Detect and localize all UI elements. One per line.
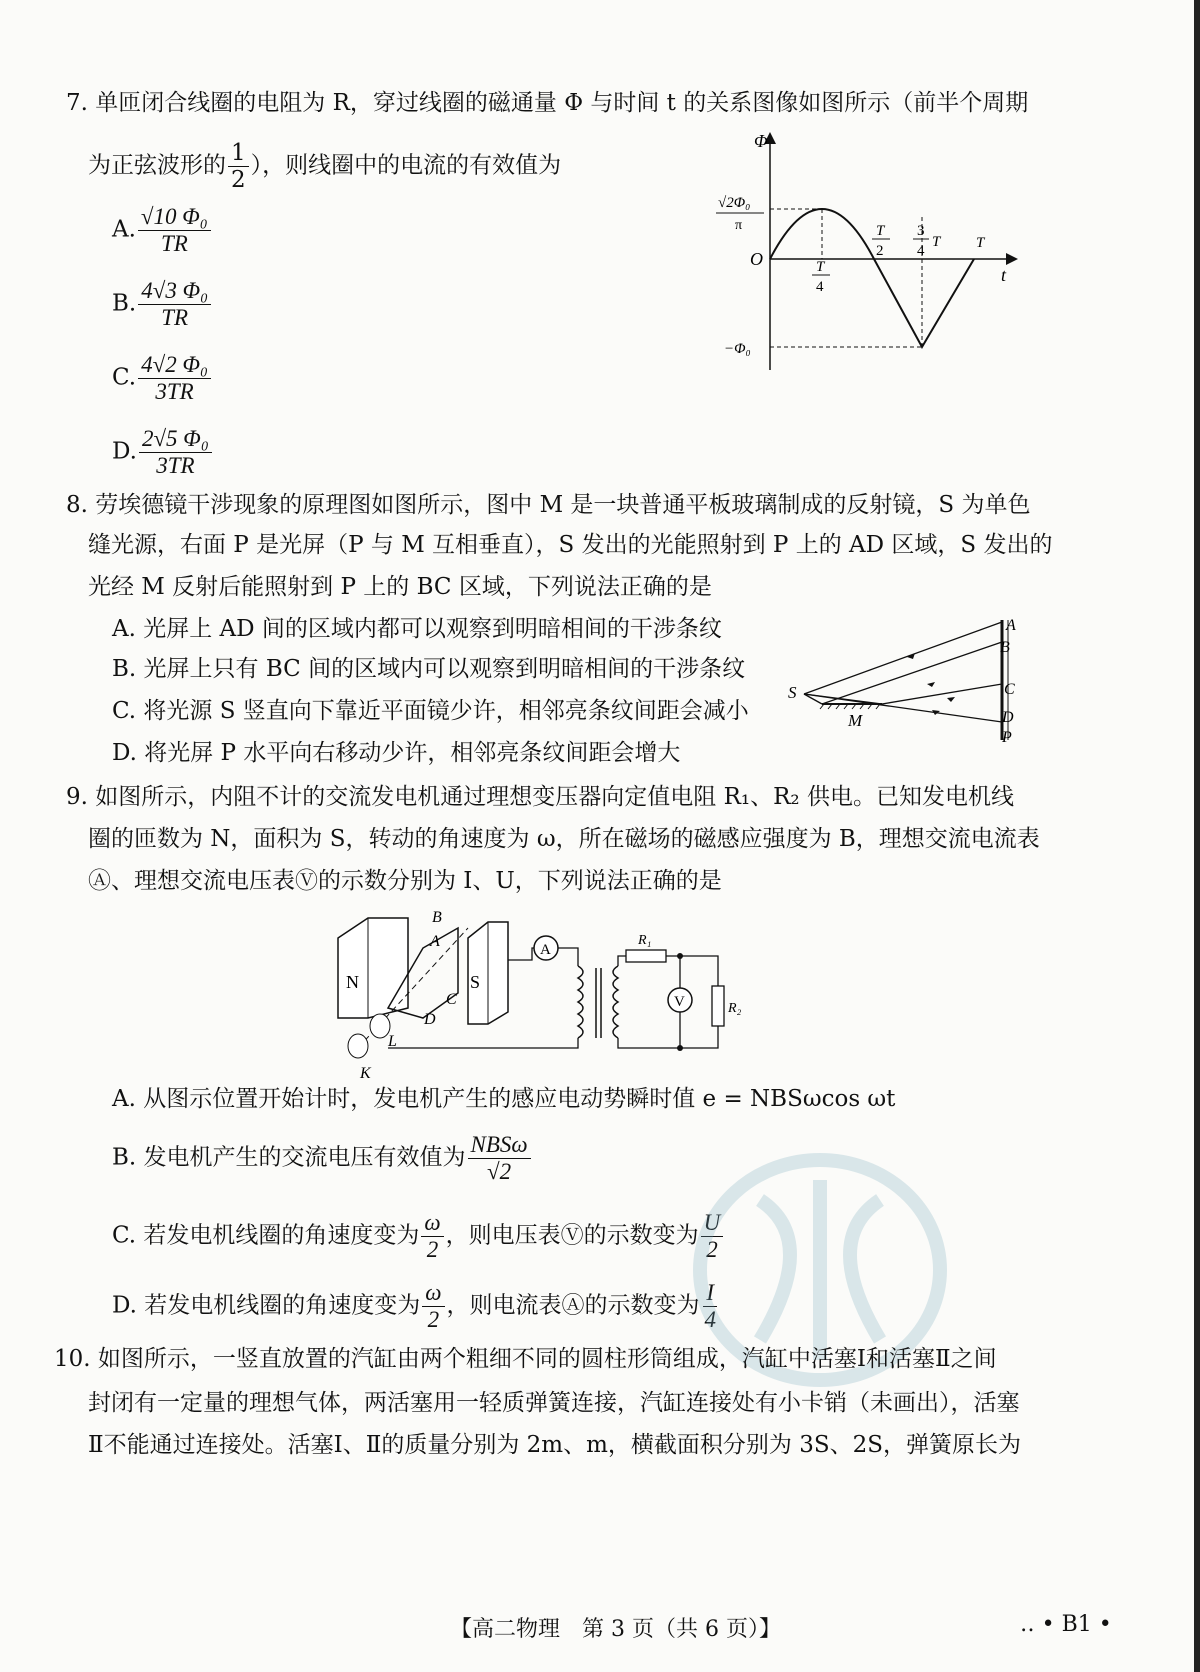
- q9-label-R1: R₁: [638, 933, 652, 948]
- q8-ray-to-A: [804, 622, 1002, 694]
- q8-label-A: A: [1006, 617, 1016, 634]
- q8-ray-to-B: [822, 642, 1002, 704]
- q9-wire-to-primary: [558, 948, 578, 966]
- q8-stem-line3: 光经 M 反射后能照射到 P 上的 BC 区域，下列说法正确的是: [88, 574, 712, 600]
- q7-origin-label: O: [750, 249, 763, 269]
- q8-label-S: S: [788, 683, 797, 702]
- q9-option-a[interactable]: A. 从图示位置开始计时，发电机产生的感应电动势瞬时值 e = NBSωcos ωt: [112, 1086, 896, 1112]
- q9-slip-ring-l: [370, 1014, 390, 1038]
- q7-t4-num: T: [816, 259, 825, 275]
- q8-stem-line1: 8. 劳埃德镜干涉现象的原理图如图所示，图中 M 是一块普通平板玻璃制成的反射镜，S 为单色: [66, 492, 1031, 518]
- q8-stem-line2: 缝光源，右面 P 是光屏（P 与 M 互相垂直），S 发出的光能照射到 P 上的 AD 区域，S 发出的: [88, 532, 1053, 558]
- q8-option-c[interactable]: C. 将光源 S 竖直向下靠近平面镜少许，相邻亮条纹间距会减小: [112, 698, 749, 724]
- q7-y-label: Φ: [754, 131, 768, 151]
- q9-label-L: L: [388, 1033, 397, 1050]
- q7-option-a[interactable]: A. $\frac{\text{√10 Φ₀}}{TR}$: [112, 204, 213, 257]
- q7-flux-time-graph: [710, 125, 1030, 380]
- q7-t2-den: 2: [876, 243, 884, 259]
- q9-option-c[interactable]: C. 若发电机线圈的角速度变为 $\frac{\omega}{2}$ ，则电压表Ⓥ的示数变为 $\frac{U}{2}$: [112, 1210, 725, 1263]
- q10-stem-line1: 10. 如图所示，一竖直放置的汽缸由两个粗细不同的圆柱形筒组成，汽缸中活塞Ⅰ和活塞Ⅱ之间: [54, 1346, 997, 1372]
- q9-secondary-coil: [613, 966, 618, 1038]
- q7-option-b[interactable]: B. $\frac{\text{4√3 Φ₀}}{TR}$: [112, 278, 213, 331]
- q9-stem-line3: Ⓐ、理想交流电压表Ⓥ的示数分别为 I、U，下列说法正确的是: [88, 868, 722, 894]
- q9-secondary-top-wire: [618, 956, 626, 966]
- q7-peak-den: π: [735, 218, 743, 233]
- q9-wire-bottom: [388, 1038, 578, 1048]
- q9-label-A: A: [430, 933, 440, 950]
- q9-secondary-bottom-wire: [618, 1026, 718, 1048]
- q9-stem-line2: 圈的匝数为 N，面积为 S，转动的角速度为 ω，所在磁场的磁感应强度为 B，理想交流电流表: [88, 826, 1040, 852]
- q8-option-d[interactable]: D. 将光屏 P 水平向右移动少许，相邻亮条纹间距会增大: [112, 740, 681, 766]
- q9-stem-line1: 9. 如图所示，内阻不计的交流发电机通过理想变压器向定值电阻 R₁、R₂ 供电。已知发电机线: [66, 784, 1014, 810]
- q9-label-N: N: [346, 972, 359, 992]
- q7-x-label: t: [1001, 265, 1007, 285]
- q8-ray-to-C: [882, 684, 1002, 704]
- q9-wire-r1-r2: [666, 956, 718, 986]
- q9-option-b[interactable]: B. 发电机产生的交流电压有效值为 $\frac{\text{NBSω}}{√2}$: [112, 1132, 533, 1185]
- q8-ray-to-mirror-right: [804, 694, 882, 704]
- q8-label-M: M: [848, 711, 863, 730]
- q7-stem-line1: 7. 单匝闭合线圈的电阻为 R，穿过线圈的磁通量 Φ 与时间 t 的关系图像如图所示（前半个周期: [66, 90, 1029, 116]
- q9-label-K: K: [360, 1065, 371, 1082]
- q7-t34-den: 4: [917, 243, 925, 259]
- q7-neg-label: −Φ₀: [724, 341, 751, 357]
- q8-label-B: B: [1000, 639, 1010, 656]
- q8-option-a[interactable]: A. 光屏上 AD 间的区域内都可以观察到明暗相间的干涉条纹: [112, 616, 722, 642]
- q9-resistor-r2: [712, 986, 724, 1026]
- q9-node-top: [677, 953, 683, 959]
- q9-resistor-r1: [626, 950, 666, 962]
- q7-option-d[interactable]: D. $\frac{\text{2√5 Φ₀}}{3TR}$: [112, 426, 214, 479]
- q9-generator-transformer-circuit: [328, 908, 742, 1083]
- q10-stem-line2: 封闭有一定量的理想气体，两活塞用一轻质弹簧连接，汽缸连接处有小卡销（未画出），活塞: [88, 1390, 1020, 1416]
- q8-option-b[interactable]: B. 光屏上只有 BC 间的区域内可以观察到明暗相间的干涉条纹: [112, 656, 746, 682]
- q9-ammeter-label: A: [540, 942, 551, 958]
- q9-wire-top: [508, 948, 534, 960]
- q7-t34-T: T: [932, 234, 941, 250]
- q9-label-B: B: [432, 909, 442, 926]
- q9-label-D: D: [424, 1011, 436, 1028]
- q9-label-S: S: [470, 972, 481, 992]
- q7-t34-num: 3: [917, 223, 925, 239]
- q8-label-P: P: [1002, 729, 1012, 746]
- q7-option-c[interactable]: C. $\frac{\text{4√2 Φ₀}}{3TR}$: [112, 352, 213, 405]
- q7-peak-num: √2Φ₀: [718, 195, 751, 211]
- q7-stem-line2: 为正弦波形的 $\frac{1}{2}$ ），则线圈中的电流的有效值为: [88, 140, 562, 193]
- page-edge-border: [1194, 0, 1200, 1672]
- q9-option-d[interactable]: D. 若发电机线圈的角速度变为 $\frac{\omega}{2}$ ，则电流表Ⓐ的示数变为 $\frac{I}{4}$: [112, 1280, 716, 1332]
- q7-t2-num: T: [876, 223, 885, 239]
- q9-node-bottom: [677, 1045, 683, 1051]
- page-footer-code: ‥ • B1 •: [1020, 1612, 1112, 1637]
- q9-voltmeter-label: V: [674, 994, 685, 1010]
- q9-label-C: C: [446, 991, 457, 1008]
- q7-triangle-segment: [874, 259, 974, 347]
- q9-label-R2: R₂: [728, 1001, 742, 1016]
- q8-lloyd-mirror-figure: [782, 612, 1032, 752]
- q7-t4-den: 4: [816, 279, 824, 295]
- q8-label-C: C: [1004, 681, 1015, 698]
- page-footer-center: 【高二物理 第 3 页（共 6 页）】: [450, 1617, 781, 1642]
- q8-label-D: D: [1002, 709, 1014, 726]
- q10-stem-line3: Ⅱ不能通过连接处。活塞Ⅰ、Ⅱ的质量分别为 2m、m，横截面积分别为 3S、2S，弹簧原长为: [88, 1432, 1022, 1458]
- q9-magnet-n: [338, 918, 408, 1018]
- q9-primary-coil: [578, 966, 583, 1038]
- q8-ray-arrows: [907, 653, 955, 715]
- q7-tT-label: T: [976, 235, 985, 251]
- q9-slip-ring-k: [348, 1034, 368, 1058]
